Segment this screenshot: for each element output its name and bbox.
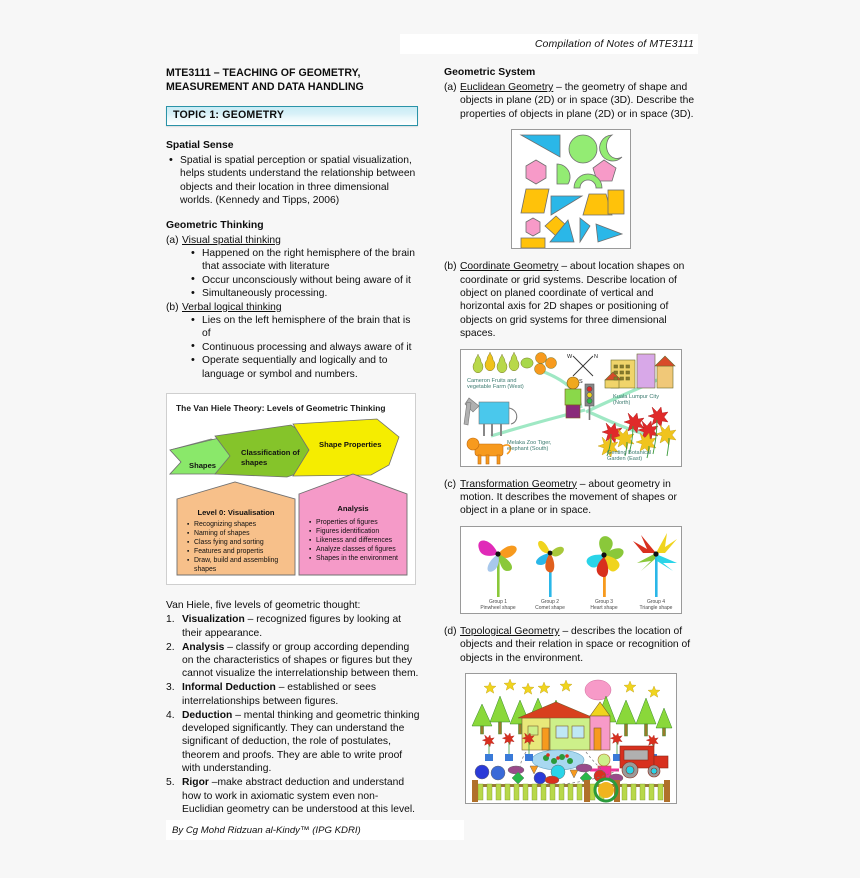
- house: [518, 702, 610, 750]
- item-c-label: (c): [444, 478, 457, 490]
- list-item: • Spatial is spatial perception or spatial visualization, helps students understand the relationship between objects and their location in three dimensional worlds. (Kennedy and Tipps, 2006): [166, 154, 420, 208]
- running-header: [400, 34, 698, 54]
- geometric-system-item-a: [444, 81, 698, 121]
- pinwheel-caption-4: [630, 599, 682, 611]
- vanhiele-arrow-label-0: Shapes: [189, 461, 217, 471]
- vanhiele-box-list-1: [309, 518, 405, 563]
- list-item: ▪ Naming of shapes: [187, 529, 295, 538]
- item-d-body: [460, 625, 698, 665]
- list-item: ▪ Recognizing shapes: [187, 520, 295, 529]
- compass-s: S: [579, 378, 583, 385]
- fence: [472, 779, 670, 802]
- list-item: • Continuous processing and always aware of it: [188, 341, 420, 354]
- item-a-bullets: [188, 247, 420, 301]
- right-column: [444, 66, 698, 804]
- vanhiele-theory-figure: [166, 393, 416, 585]
- euclidean-shapes-svg: [512, 130, 630, 248]
- spatial-sense-heading: Spatial Sense: [166, 140, 234, 151]
- item-b-text: – about location shapes on coordinate or grid systems. Describe location of object on planed coordinate of vertical and horizontal axis for 2D shapes or positioning of objects on grid systems for three dimensional spaces.: [460, 261, 685, 340]
- level-text: – classify or group according depending on the characteristics of shapes or figures but they cannot visualize the interrelationship between them.: [182, 641, 419, 680]
- list-item: ▪ Class fying and sorting: [187, 538, 295, 547]
- item-b-body: [460, 260, 698, 340]
- map-label-south: Melaka Zoo Tiger, elephant (South): [507, 439, 552, 453]
- geometric-system-heading: Geometric System: [444, 67, 536, 78]
- hexagon-shape: [526, 160, 546, 184]
- crescent-shape: [600, 135, 622, 161]
- item-d-text: – describes the location of objects and their relation in space or recognition of objects in the environment.: [460, 625, 691, 664]
- vanhiele-arrow-label-2: Shape Properties: [319, 440, 382, 450]
- vanhiele-box-list-0: [187, 520, 295, 574]
- map-label-east: Genting Botanical Garden (East): [607, 449, 652, 463]
- pinwheel-2: [536, 541, 564, 597]
- vanhiele-arrow-label-1: Classification of shapes: [241, 448, 300, 467]
- item-d-title: Topological Geometry: [460, 625, 560, 637]
- group-name: Group 2: [540, 598, 560, 605]
- group-shape: Triangle shape: [639, 604, 673, 611]
- level-text: – mental thinking and geometric thinking developed significantly. They can understand the significant of deduction, the role of postulates, theorem and proofs. They are able to write proof with understanding.: [182, 709, 420, 775]
- item-c-title: Transformation Geometry: [460, 478, 577, 490]
- list-item: • Simultaneously processing.: [188, 287, 420, 300]
- list-item: ▪ Figures identification: [309, 527, 405, 536]
- list-item: ▪ Likeness and differences: [309, 536, 405, 545]
- geometric-thinking-item-a: [166, 234, 420, 247]
- list-item: • Operate sequentially and logically and to language or symbol and numbers.: [188, 354, 420, 381]
- group-shape: Pinwheel shape: [480, 604, 516, 611]
- list-item: [166, 681, 420, 708]
- item-a-title: Visual spatial thinking: [182, 234, 281, 246]
- geometric-system-item-c: [444, 478, 698, 518]
- group-shape: Heart shape: [590, 604, 618, 611]
- item-b-label: (b): [444, 261, 457, 273]
- quarter-circle-shape: [557, 164, 570, 184]
- level-term: Informal Deduction: [182, 682, 276, 694]
- left-column: [166, 66, 420, 817]
- item-a-text: – the geometry of shape and objects in plane (2D) or in space (3D). Describe the properties of objects in plane (2D) or in space (3D).: [460, 82, 695, 120]
- vanhiele-levels-list: [166, 613, 420, 816]
- rectangle-shape: [608, 190, 624, 214]
- levels-intro: Van Hiele, five levels of geometric thought:: [166, 600, 361, 612]
- group-name: Group 1: [488, 598, 508, 605]
- map-label-north: Kuala Lumpur City (North): [613, 393, 660, 407]
- vanhiele-figure-title: The Van Hiele Theory: Levels of Geometric Thinking: [176, 403, 386, 414]
- compass-n: N: [594, 353, 598, 360]
- item-c-text: – about geometry in motion. It describes the movement of shapes or object in a plane or in space.: [460, 478, 677, 517]
- map-label-west: Cameron Fruits and vegetable Farm (West): [467, 377, 524, 391]
- geometric-system-item-d: [444, 625, 698, 665]
- item-a-body: [460, 81, 698, 121]
- list-item: ▪ Analyze classes of figures: [309, 545, 405, 554]
- topological-scene-figure: [465, 673, 677, 804]
- spatial-sense-list: [166, 154, 420, 208]
- footer-text: By Cg Mohd Ridzuan al-Kindy™ (IPG KDRI): [172, 824, 361, 836]
- list-item: [166, 709, 420, 776]
- level-term: Deduction: [182, 709, 233, 721]
- running-header-text: Compilation of Notes of MTE3111: [534, 38, 694, 50]
- pinwheel-4: [633, 533, 677, 597]
- item-b-title: Verbal logical thinking: [182, 301, 282, 313]
- level-term: Visualization: [182, 614, 245, 626]
- geometric-thinking-heading: Geometric Thinking: [166, 219, 264, 231]
- pinwheel-1: [478, 540, 516, 596]
- list-item: • Happened on the right hemisphere of the brain that associate with literature: [188, 247, 420, 274]
- list-item: ▪ Properties of figures: [309, 518, 405, 527]
- vanhiele-box-title-1: Analysis: [337, 504, 369, 514]
- euclidean-shapes-figure: [511, 129, 631, 249]
- circle-shape: [569, 135, 597, 163]
- triangle-shape-3: [580, 218, 590, 242]
- item-a-label: (a): [444, 82, 457, 93]
- topic-banner-label: TOPIC 1: GEOMETRY: [173, 109, 285, 122]
- document-title: [166, 66, 420, 94]
- level-term: Analysis: [182, 641, 225, 653]
- moon: [585, 680, 611, 700]
- list-item: • Lies on the left hemisphere of the brain that is of: [188, 314, 420, 341]
- stars: [484, 679, 660, 697]
- topic-banner: [166, 106, 418, 126]
- vanhiele-box-title-0: Level 0: Visualisation: [197, 508, 275, 518]
- train: [620, 746, 668, 778]
- group-name: Group 3: [594, 598, 614, 605]
- item-d-label: (d): [444, 625, 457, 637]
- item-a-title: Euclidean Geometry: [460, 82, 554, 93]
- list-item: ▪ Features and propertis: [187, 547, 295, 556]
- parallelogram-shape: [521, 189, 549, 213]
- item-b-title: Coordinate Geometry: [460, 261, 559, 273]
- octagon-shape: [526, 218, 540, 236]
- topological-scene-svg: [466, 674, 676, 803]
- level-text: – established or sees interrelationships between figures.: [182, 682, 376, 707]
- right-triangle-shape: [551, 196, 582, 215]
- list-item: ▪ Draw, build and assembling shapes: [187, 556, 295, 574]
- group-shape: Comet shape: [535, 604, 565, 611]
- item-b-bullets: [188, 314, 420, 381]
- geometric-thinking-item-b: [166, 301, 420, 314]
- list-item: [166, 613, 420, 640]
- geometric-system-item-b: [444, 260, 698, 340]
- coordinate-map-svg: [461, 350, 681, 466]
- level-text: – recognized figures by looking at their appearance.: [182, 614, 402, 639]
- document-title-line2: MEASUREMENT AND DATA HANDLING: [166, 81, 364, 93]
- list-item: [166, 641, 420, 681]
- rectangle-shape-2: [521, 238, 545, 248]
- coordinate-map-figure: [460, 349, 682, 467]
- list-item: ▪ Shapes in the environment: [309, 554, 405, 563]
- pinwheel-figure: [460, 526, 682, 614]
- compass-w: W: [567, 353, 573, 360]
- item-b-label: (b): [166, 301, 179, 313]
- group-name: Group 4: [646, 598, 666, 605]
- document-title-line1: MTE3111 – TEACHING OF GEOMETRY,: [166, 67, 361, 79]
- page-footer: [166, 820, 464, 840]
- pinwheel-caption-2: [524, 599, 576, 611]
- pinwheel-3: [587, 536, 624, 597]
- item-a-label: (a): [166, 234, 179, 246]
- level-text: –make abstract deduction and understand how to work in axiomatic system even non-Euclidian geometry can be understood at this level.: [182, 777, 415, 815]
- triangle-shape: [521, 135, 560, 157]
- pinwheel-caption-3: [578, 599, 630, 611]
- pinwheel-caption-1: [472, 599, 524, 611]
- list-item: • Occur unconsciously without being aware of it: [188, 274, 420, 287]
- level-term: Rigor: [182, 777, 209, 789]
- triangle-shape-4: [596, 224, 622, 242]
- item-c-body: [460, 478, 698, 518]
- list-item: [166, 776, 420, 816]
